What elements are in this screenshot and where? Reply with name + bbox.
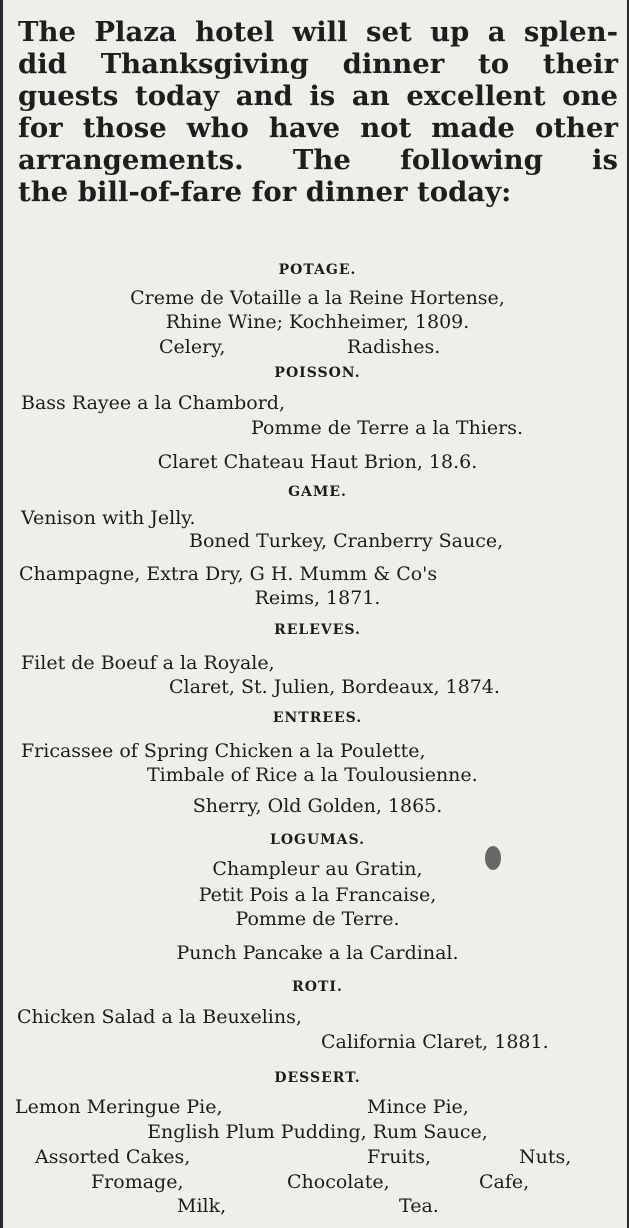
menu-line: Bass Rayee a la Chambord, bbox=[21, 392, 285, 414]
menu-line: Fromage, bbox=[91, 1171, 184, 1193]
intro-line: the bill-of-fare for dinner today: bbox=[18, 176, 512, 208]
menu-line: Fruits, bbox=[367, 1146, 432, 1168]
menu-line: Mince Pie, bbox=[367, 1096, 469, 1118]
section-heading-entrees: ENTREES. bbox=[272, 710, 363, 726]
menu-line: Timbale of Rice a la Toulousienne. bbox=[147, 764, 478, 786]
menu-line: Tea. bbox=[399, 1195, 439, 1217]
intro-line: arrangements. The following is bbox=[18, 144, 618, 176]
intro-line: The Plaza hotel will set up a splen- bbox=[18, 16, 618, 48]
section-heading-potage: POTAGE. bbox=[278, 262, 357, 278]
menu-line: English Plum Pudding, Rum Sauce, bbox=[147, 1121, 488, 1143]
menu-line: California Claret, 1881. bbox=[321, 1031, 549, 1053]
menu-line: Milk, bbox=[177, 1195, 227, 1217]
menu-line: Chocolate, bbox=[287, 1171, 390, 1193]
menu-line: Nuts, bbox=[519, 1146, 572, 1168]
section-heading-poisson: POISSON. bbox=[274, 365, 361, 381]
menu-line: Assorted Cakes, bbox=[35, 1146, 191, 1168]
ink-blot bbox=[485, 846, 501, 870]
intro-paragraph bbox=[18, 16, 618, 208]
section-heading-dessert: DESSERT. bbox=[274, 1070, 361, 1086]
intro-line: guests today and is an excellent one bbox=[18, 80, 618, 112]
menu-line: Claret, St. Julien, Bordeaux, 1874. bbox=[169, 676, 500, 698]
menu-line: Filet de Boeuf a la Royale, bbox=[21, 652, 275, 674]
section-heading-roti: ROTI. bbox=[292, 979, 343, 995]
menu-line: Radishes. bbox=[347, 336, 441, 358]
menu-line: Fricassee of Spring Chicken a la Poulette, bbox=[21, 740, 426, 762]
menu-line: Creme de Votaille a la Reine Hortense, bbox=[130, 287, 505, 309]
menu-line: Cafe, bbox=[479, 1171, 530, 1193]
menu-line: Petit Pois a la Francaise, bbox=[198, 884, 437, 906]
menu-line: Boned Turkey, Cranberry Sauce, bbox=[189, 530, 504, 552]
section-heading-logumas: LOGUMAS. bbox=[269, 832, 366, 848]
menu-line: Champagne, Extra Dry, G H. Mumm & Co's bbox=[19, 563, 438, 585]
section-heading-releves: RELEVES. bbox=[274, 622, 361, 638]
menu-line: Pomme de Terre a la Thiers. bbox=[251, 417, 524, 439]
menu-line: Champleur au Gratin, bbox=[212, 858, 423, 880]
intro-line: did Thanksgiving dinner to their bbox=[18, 48, 618, 80]
menu-line: Reims, 1871. bbox=[254, 587, 381, 609]
menu-line: Celery, bbox=[159, 336, 226, 358]
section-heading-game: GAME. bbox=[288, 484, 347, 500]
menu-line: Pomme de Terre. bbox=[235, 908, 400, 930]
menu-line: Lemon Meringue Pie, bbox=[15, 1096, 223, 1118]
menu-line: Rhine Wine; Kochheimer, 1809. bbox=[165, 311, 470, 333]
menu-line: Claret Chateau Haut Brion, 18.6. bbox=[157, 451, 478, 473]
menu-line: Chicken Salad a la Beuxelins, bbox=[17, 1006, 302, 1028]
menu-line: Sherry, Old Golden, 1865. bbox=[192, 795, 443, 817]
menu-line: Venison with Jelly. bbox=[21, 507, 196, 529]
intro-line: for those who have not made other bbox=[18, 112, 618, 144]
menu-line: Punch Pancake a la Cardinal. bbox=[176, 942, 459, 964]
